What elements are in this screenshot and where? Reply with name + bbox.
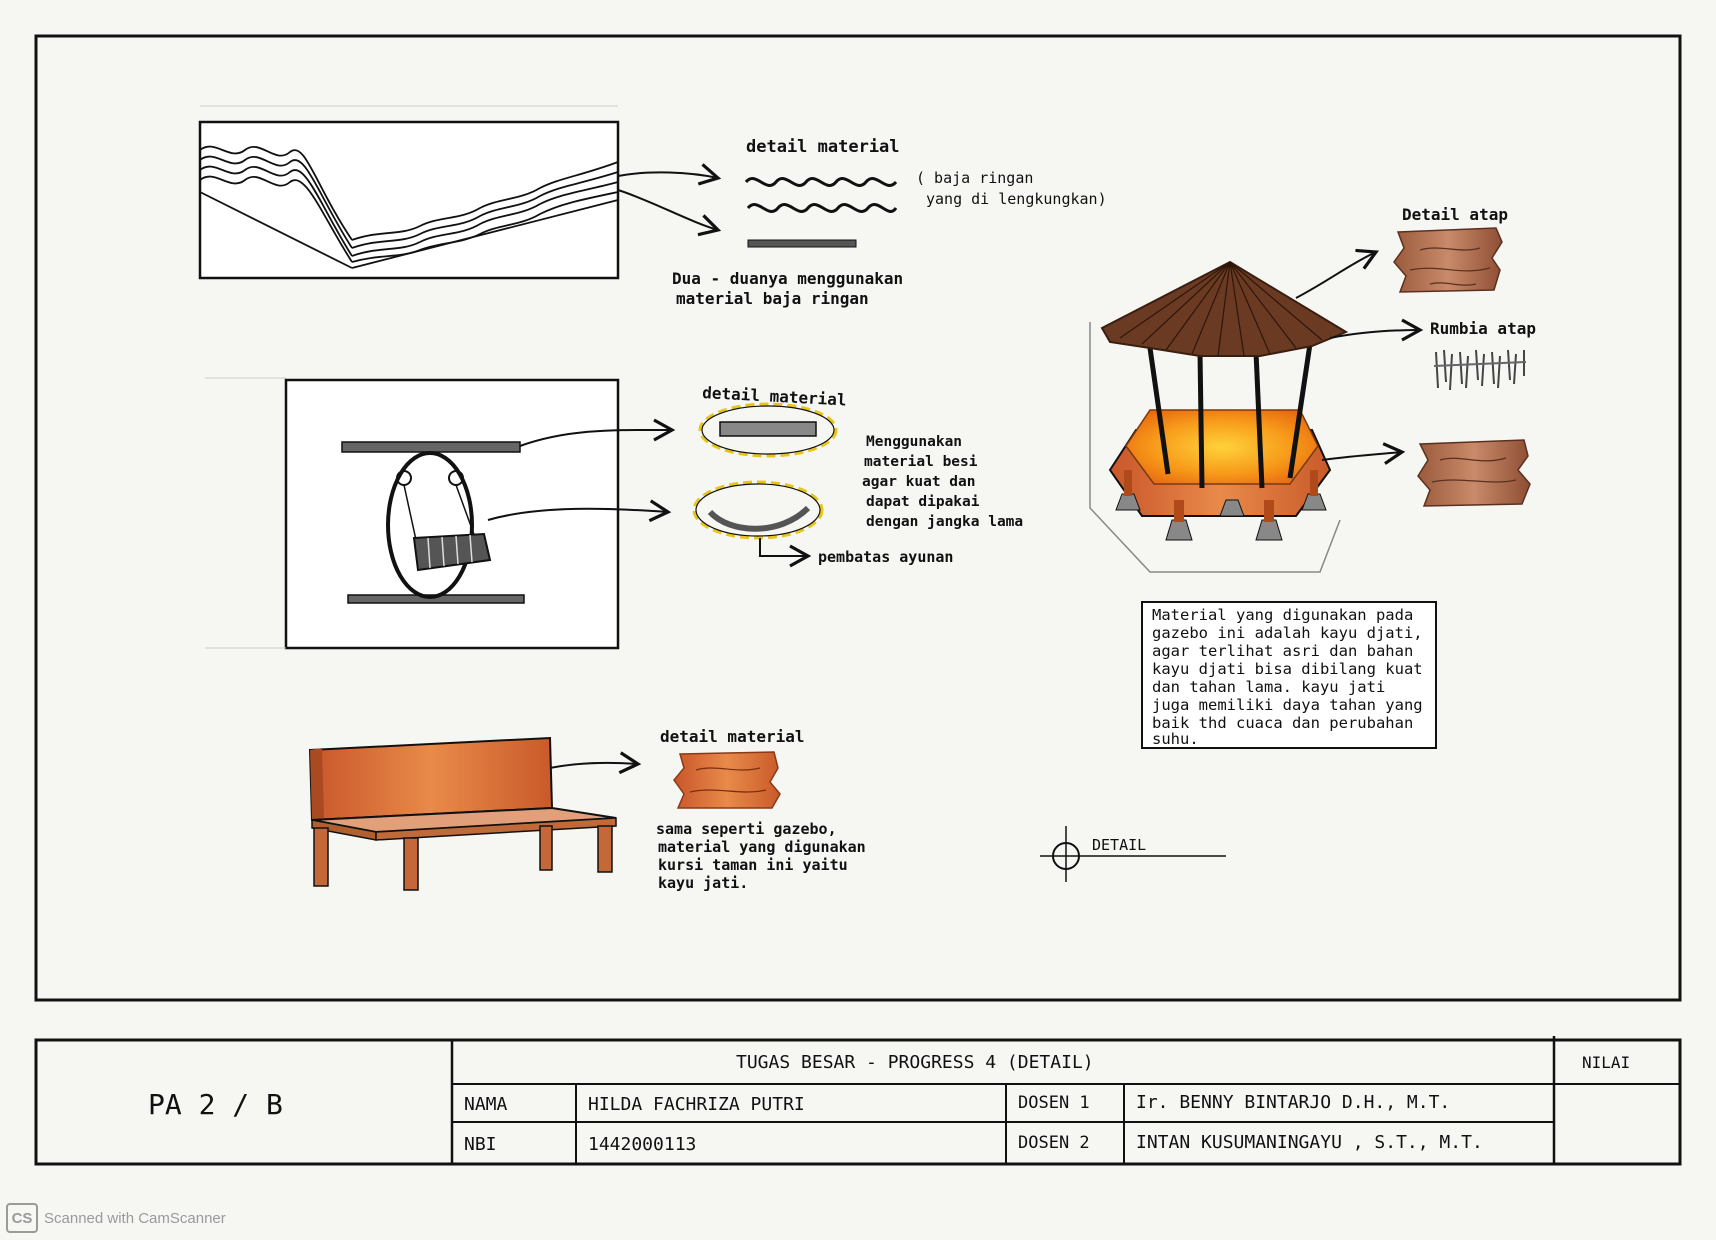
swing-section [205,378,1023,648]
bench-wood-sample [674,752,780,808]
flat-steel-sample [748,240,856,247]
lecturer1-label: DOSEN 1 [1018,1093,1090,1113]
roof-caption-line1: Dua - duanya menggunakan [672,269,904,288]
roof-caption-line2: material baja ringan [676,289,869,308]
nbi-label: NBI [464,1134,497,1155]
roof-elevation-box [200,122,618,278]
sheet-title: TUGAS BESAR - PROGRESS 4 (DETAIL) [736,1052,1094,1073]
gazebo-section [1090,205,1536,748]
svg-text:suhu.: suhu. [1152,730,1199,748]
detail-marker-label: DETAIL [1092,836,1147,854]
curved-bar-sample [710,508,808,529]
svg-text:dan tahan lama. kayu jati: dan tahan lama. kayu jati [1152,678,1386,696]
floor-wood-sample [1418,440,1530,506]
scanner-watermark [6,1203,226,1233]
bench-backrest-side [310,748,324,820]
svg-text:dengan jangka lama: dengan jangka lama [866,514,1024,530]
svg-text:material besi: material besi [864,454,978,470]
svg-text:dapat dipakai: dapat dipakai [866,494,980,510]
svg-text:Menggunakan: Menggunakan [866,434,963,450]
roof-note-line1: ( baja ringan [916,169,1034,187]
roof-wood-label: Detail atap [1402,205,1508,224]
svg-text:sama seperti gazebo,: sama seperti gazebo, [656,820,837,838]
svg-text:juga memiliki daya tahan y: juga memiliki daya tahan yang [1152,696,1423,714]
swing-detail-heading: detail material [701,383,848,410]
steel-bar-sample [720,422,816,436]
bench-section [310,727,866,892]
svg-text:gazebo ini adalah kayu dja: gazebo ini adalah kayu djati, [1152,624,1423,642]
swing-top-beam [342,442,520,452]
swing-pointer-label: pembatas ayunan [818,548,954,566]
lecturer2-label: DOSEN 2 [1018,1133,1090,1153]
name-label: NAMA [464,1094,508,1115]
thatch-label: Rumbia atap [1430,319,1536,338]
svg-text:agar kuat dan: agar kuat dan [862,474,976,490]
name-value: HILDA FACHRIZA PUTRI [588,1094,805,1115]
corrugated-sheet-samples [746,179,896,212]
gazebo-material-note [1152,606,1423,748]
roof-section [200,106,1107,308]
lecturer2-value: INTAN KUSUMANINGAYU , S.T., M.T. [1136,1132,1483,1153]
bench-detail-heading: detail material [660,727,805,746]
svg-text:kursi taman ini yaitu: kursi taman ini yaitu [658,856,848,874]
bench-note [656,820,866,892]
lecturer1-value: Ir. BENNY BINTARJO D.H., M.T. [1136,1092,1451,1113]
svg-text:Material yang digunakan pad: Material yang digunakan pada [1152,606,1414,624]
roof-wood-sample [1394,228,1502,292]
swing-elevation-box [286,380,618,648]
camscanner-logo-icon: CS [6,1203,38,1233]
svg-text:baik thd cuaca dan perubah: baik thd cuaca dan perubahan [1152,714,1414,732]
svg-text:kayu jati.: kayu jati. [658,874,749,892]
nbi-value: 1442000113 [588,1134,697,1155]
svg-text:agar terlihat asri dan bah: agar terlihat asri dan bahan [1152,642,1414,660]
roof-detail-heading: detail material [746,137,900,157]
thatch-sample [1434,350,1526,390]
bench-backrest [310,738,552,820]
scanner-watermark-text: Scanned with CamScanner [44,1209,226,1227]
title-block [36,1036,1680,1164]
detail-marker [1040,826,1226,882]
swing-note [862,434,1023,530]
sheet-code: PA 2 / B [148,1088,283,1121]
roof-note-line2: yang di lengkungkan) [926,190,1107,208]
grade-label: NILAI [1582,1053,1631,1072]
svg-text:kayu djati bisa dibilang k: kayu djati bisa dibilang kuat [1152,660,1423,678]
svg-text:material yang digunakan: material yang digunakan [658,838,866,856]
